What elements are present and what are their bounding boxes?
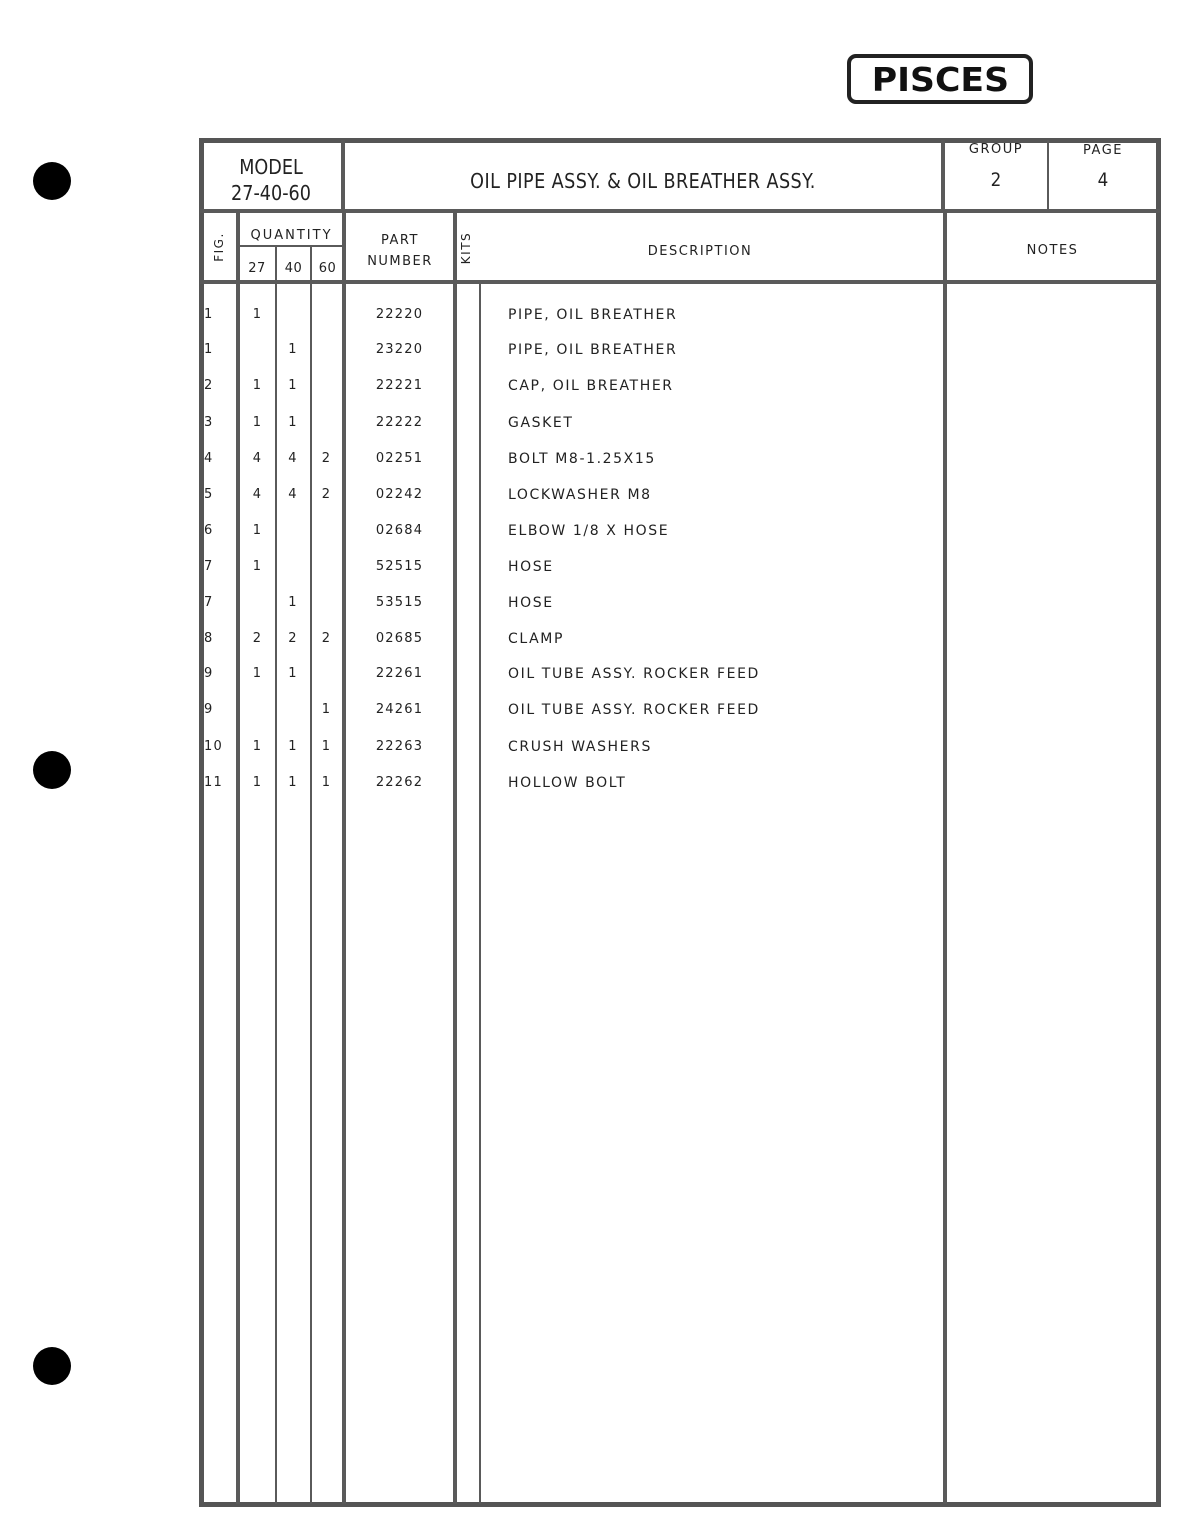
qty-27-cell: 1 xyxy=(252,378,263,393)
group-label: GROUP xyxy=(968,142,1024,157)
page-label: PAGE xyxy=(1083,143,1123,158)
part-number-cell: 24261 xyxy=(375,702,424,717)
part-number-cell: 52515 xyxy=(375,559,424,574)
fig-cell: 6 xyxy=(204,523,214,538)
punch-hole-top xyxy=(33,162,71,200)
q40-col-divider xyxy=(310,246,312,1504)
description-cell: PIPE, OIL BREATHER xyxy=(508,307,678,323)
logo-text: PISCES xyxy=(871,59,1009,99)
part-number-cell: 22263 xyxy=(375,739,424,754)
description-cell: OIL TUBE ASSY. ROCKER FEED xyxy=(508,702,760,718)
description-cell: HOSE xyxy=(508,595,554,611)
description-cell: HOLLOW BOLT xyxy=(508,775,627,791)
q27-col-divider xyxy=(275,246,277,1504)
fig-cell: 7 xyxy=(204,595,214,610)
fig-col-divider xyxy=(236,212,240,1504)
qty-27-cell: 2 xyxy=(252,631,263,646)
kits-col-divider xyxy=(479,283,481,1504)
part-col-divider xyxy=(453,212,457,1504)
part-number-cell: 22262 xyxy=(375,775,424,790)
description-cell: HOSE xyxy=(508,559,554,575)
col-header-quantity: QUANTITY xyxy=(250,228,333,243)
fig-cell: 1 xyxy=(204,307,214,322)
description-cell: CAP, OIL BREATHER xyxy=(508,378,674,394)
description-cell: LOCKWASHER M8 xyxy=(508,487,652,503)
qty-40-cell: 1 xyxy=(288,775,298,790)
description-cell: ELBOW 1/8 X HOSE xyxy=(508,523,670,539)
qty-40-cell: 1 xyxy=(288,595,298,610)
col-header-description: DESCRIPTION xyxy=(647,244,753,259)
qty-27-cell: 1 xyxy=(252,307,263,322)
col-header-q60: 60 xyxy=(318,261,337,276)
col-header-part-line2: NUMBER xyxy=(367,254,433,269)
fig-cell: 9 xyxy=(204,702,214,717)
qty-27-cell: 4 xyxy=(252,451,263,466)
part-number-cell: 22221 xyxy=(375,378,424,393)
qty-27-cell: 1 xyxy=(252,415,263,430)
part-number-cell: 02251 xyxy=(375,451,424,466)
qty-60-cell: 2 xyxy=(321,631,332,646)
pisces-logo xyxy=(847,54,1033,104)
qty-27-cell: 1 xyxy=(252,739,263,754)
part-number-cell: 23220 xyxy=(375,342,424,357)
qty-40-cell: 1 xyxy=(288,739,298,754)
qty-40-cell: 1 xyxy=(288,666,298,681)
description-cell: GASKET xyxy=(508,415,574,431)
part-number-cell: 22220 xyxy=(375,307,424,322)
qty-40-cell: 1 xyxy=(288,415,298,430)
fig-cell: 8 xyxy=(204,631,214,646)
part-number-cell: 22222 xyxy=(375,415,424,430)
qty-27-cell: 1 xyxy=(252,559,263,574)
col-header-part-line1: PART xyxy=(381,233,419,248)
model-value: 27-40-60 xyxy=(231,181,311,205)
qty-60-cell: 1 xyxy=(321,775,332,790)
part-number-cell: 02684 xyxy=(375,523,424,538)
fig-cell: 5 xyxy=(204,487,214,502)
fig-cell: 9 xyxy=(204,666,214,681)
model-title-divider xyxy=(341,140,345,212)
qty-27-cell: 1 xyxy=(252,775,263,790)
col-header-kits: KITS xyxy=(459,231,473,265)
model-label: MODEL xyxy=(239,155,303,179)
qty-60-cell: 2 xyxy=(321,451,332,466)
quantity-subdivider xyxy=(238,245,345,247)
part-number-cell: 22261 xyxy=(375,666,424,681)
fig-cell: 7 xyxy=(204,559,214,574)
col-header-q27: 27 xyxy=(248,261,266,276)
fig-cell: 3 xyxy=(204,415,214,430)
qty-60-cell: 2 xyxy=(321,487,332,502)
part-number-cell: 02685 xyxy=(375,631,424,646)
description-cell: OIL TUBE ASSY. ROCKER FEED xyxy=(508,666,760,682)
qty-60-cell: 1 xyxy=(321,702,332,717)
qty-40-cell: 4 xyxy=(288,487,298,502)
qty-60-cell: 1 xyxy=(321,739,332,754)
group-value: 2 xyxy=(990,169,1002,191)
description-cell: CLAMP xyxy=(508,631,564,647)
qty-40-cell: 1 xyxy=(288,378,298,393)
qty-40-cell: 1 xyxy=(288,342,298,357)
qty-40-cell: 2 xyxy=(288,631,298,646)
description-cell: CRUSH WASHERS xyxy=(508,739,652,755)
fig-cell: 11 xyxy=(204,775,223,790)
page-title: OIL PIPE ASSY. & OIL BREATHER ASSY. xyxy=(470,169,816,193)
part-number-cell: 02242 xyxy=(375,487,424,502)
page-value: 4 xyxy=(1097,169,1109,191)
description-cell: BOLT M8-1.25X15 xyxy=(508,451,656,467)
fig-cell: 4 xyxy=(204,451,214,466)
fig-cell: 2 xyxy=(204,378,214,393)
q60-col-divider xyxy=(342,212,346,1504)
qty-27-cell: 1 xyxy=(252,666,263,681)
col-header-q40: 40 xyxy=(284,261,303,276)
qty-27-cell: 1 xyxy=(252,523,263,538)
fig-cell: 1 xyxy=(204,342,214,357)
fig-cell: 10 xyxy=(204,739,223,754)
qty-27-cell: 4 xyxy=(252,487,263,502)
col-header-notes: NOTES xyxy=(1026,243,1079,258)
part-number-cell: 53515 xyxy=(375,595,424,610)
punch-hole-bottom xyxy=(33,1347,71,1385)
qty-40-cell: 4 xyxy=(288,451,298,466)
description-cell: PIPE, OIL BREATHER xyxy=(508,342,678,358)
punch-hole-middle xyxy=(33,751,71,789)
col-header-fig: FIG. xyxy=(212,232,226,262)
desc-col-divider xyxy=(943,212,947,1504)
